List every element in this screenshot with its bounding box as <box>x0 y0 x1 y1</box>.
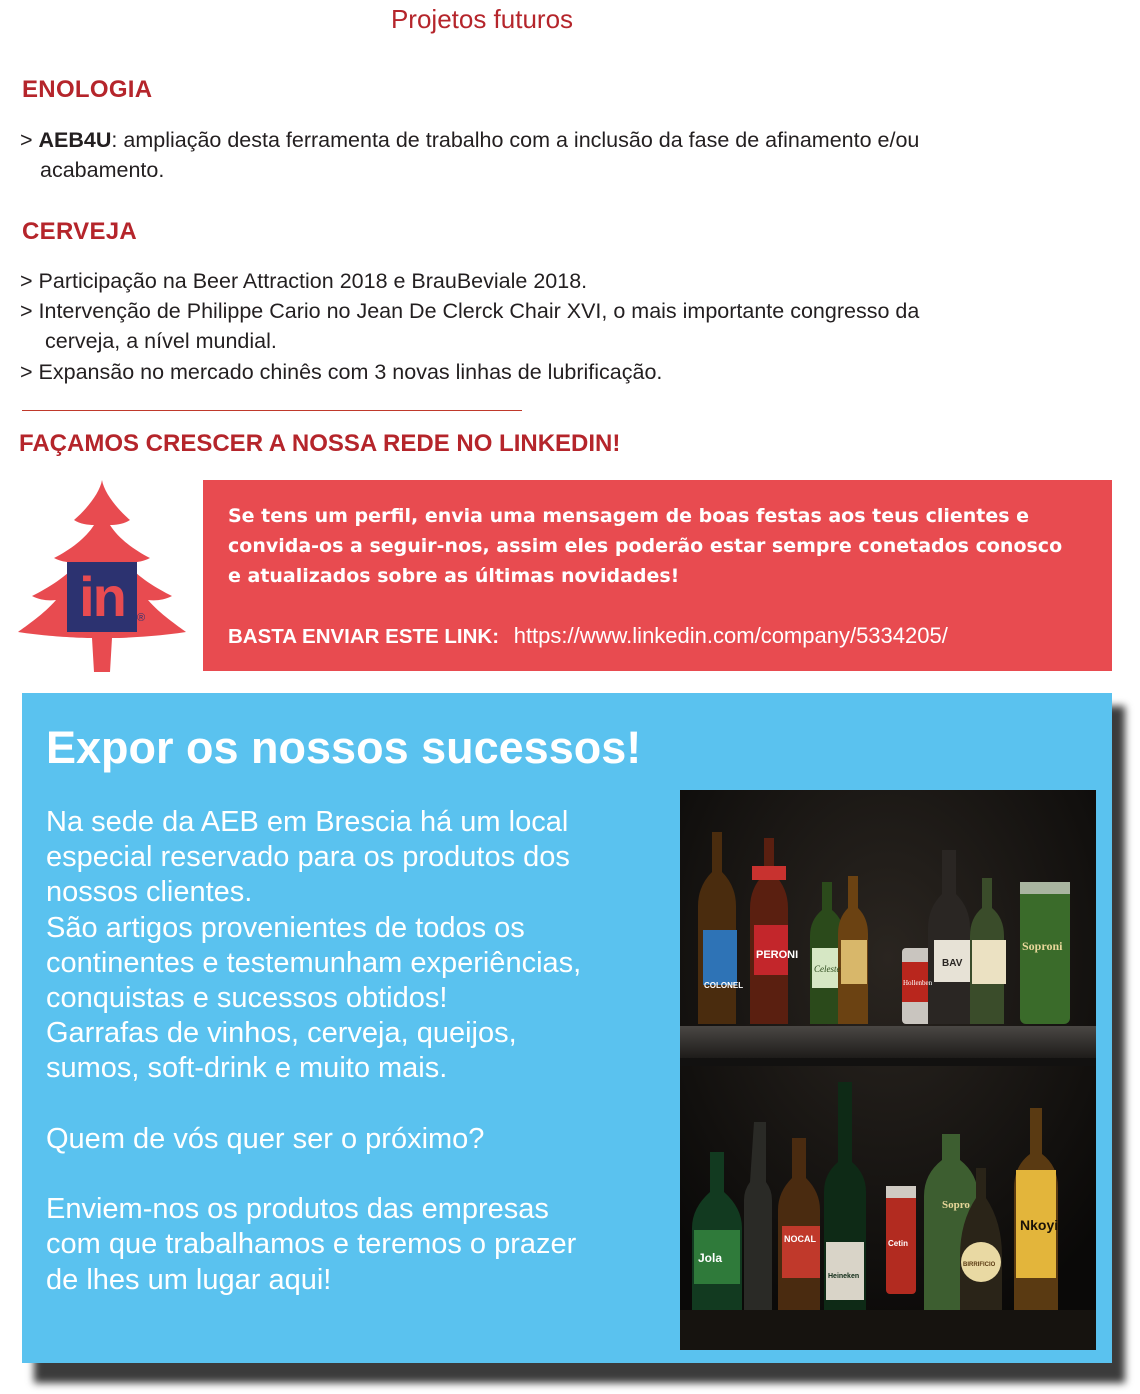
aeb4u-label: AEB4U <box>38 128 112 152</box>
linkedin-logo-text: in <box>79 565 125 628</box>
cerveja-item-1: > Participação na Beer Attraction 2018 e BrauBeviale 2018. <box>20 269 588 293</box>
bottles-shelf-image <box>680 790 1096 1350</box>
cerveja-item-3: > Expansão no mercado chinês com 3 novas linhas de lubrificação. <box>20 360 663 384</box>
label-nkoyi: Nkoyi <box>1020 1217 1059 1233</box>
success-line: Garrafas de vinhos, cerveja, queijos, <box>46 1017 517 1050</box>
bullet-marker: > <box>20 128 39 152</box>
label-heineken: Heineken <box>828 1273 860 1280</box>
success-line: sumos, soft-drink e muito mais. <box>46 1052 448 1085</box>
label-cetin: Cetin <box>888 1239 908 1248</box>
label-soproni: Soproni <box>1022 939 1063 953</box>
success-question: Quem de vós quer ser o próximo? <box>46 1122 485 1155</box>
enologia-heading: ENOLOGIA <box>22 76 153 103</box>
cerveja-item-2-cont: cerveja, a nível mundial. <box>45 329 277 353</box>
promo-line-3: e atualizados sobre as últimas novidades! <box>228 565 680 587</box>
linkedin-tree-logo <box>14 478 190 674</box>
enologia-item <box>20 125 919 185</box>
cerveja-item-2 <box>20 296 919 356</box>
products-shelf-photo <box>680 790 1096 1350</box>
label-bav: BAV <box>942 958 963 969</box>
success-line: continentes e testemunham experiências, <box>46 946 582 979</box>
enologia-item-text: : ampliação desta ferramenta de trabalho com a inclusão da fase de afinamento e/ou <box>111 128 920 152</box>
promo-line-1: Se tens um perfil, envia uma mensagem de boas festas aos teus clientes e <box>228 505 1030 527</box>
cerveja-item-2-text: > Intervenção de Philippe Cario no Jean De Clerck Chair XVI, o mais importante congresso da <box>20 299 920 323</box>
link-label: BASTA ENVIAR ESTE LINK: <box>228 625 500 648</box>
promo-line-2: convida-os a seguir-nos, assim eles poderão estar sempre conetados conosco <box>228 535 1063 557</box>
label-sopro: Sopro <box>942 1199 970 1211</box>
section-divider <box>22 410 522 411</box>
success-line: Na sede da AEB em Brescia há um local <box>46 806 569 838</box>
success-line: nossos clientes. <box>46 876 253 909</box>
label-birrificio: BIRRIFICIO <box>963 1262 996 1268</box>
enologia-item-cont: acabamento. <box>40 158 165 182</box>
label-hollenben: Hollenben <box>903 979 933 987</box>
linkedin-company-link[interactable]: https://www.linkedin.com/company/5334205/ <box>513 623 948 648</box>
success-line: Enviem-nos os produtos das empresas <box>46 1193 549 1226</box>
label-jola: Jola <box>698 1251 723 1265</box>
success-line: conquistas e sucessos obtidos! <box>46 982 448 1015</box>
registered-mark: ® <box>137 612 146 624</box>
success-line: São artigos provenientes de todos os <box>46 911 525 944</box>
label-peroni: PERONI <box>756 949 799 961</box>
success-line: de lhes um lugar aqui! <box>46 1263 332 1296</box>
promo-link-row <box>228 621 1102 652</box>
linkedin-heading: FAÇAMOS CRESCER A NOSSA REDE NO LINKEDIN! <box>19 430 621 457</box>
label-colonel: COLONEL <box>704 981 744 990</box>
cerveja-heading: CERVEJA <box>22 218 138 245</box>
success-line: especial reservado para os produtos dos <box>46 841 570 874</box>
label-celeste: Celeste <box>814 964 841 974</box>
success-line: com que trabalhamos e teremos o prazer <box>46 1228 577 1261</box>
success-title: Expor os nossos sucessos! <box>46 722 642 773</box>
linkedin-promo-box <box>203 480 1112 671</box>
page-title: Projetos futuros <box>390 4 574 34</box>
success-body <box>46 805 666 1298</box>
label-nocal: NOCAL <box>784 1234 816 1244</box>
